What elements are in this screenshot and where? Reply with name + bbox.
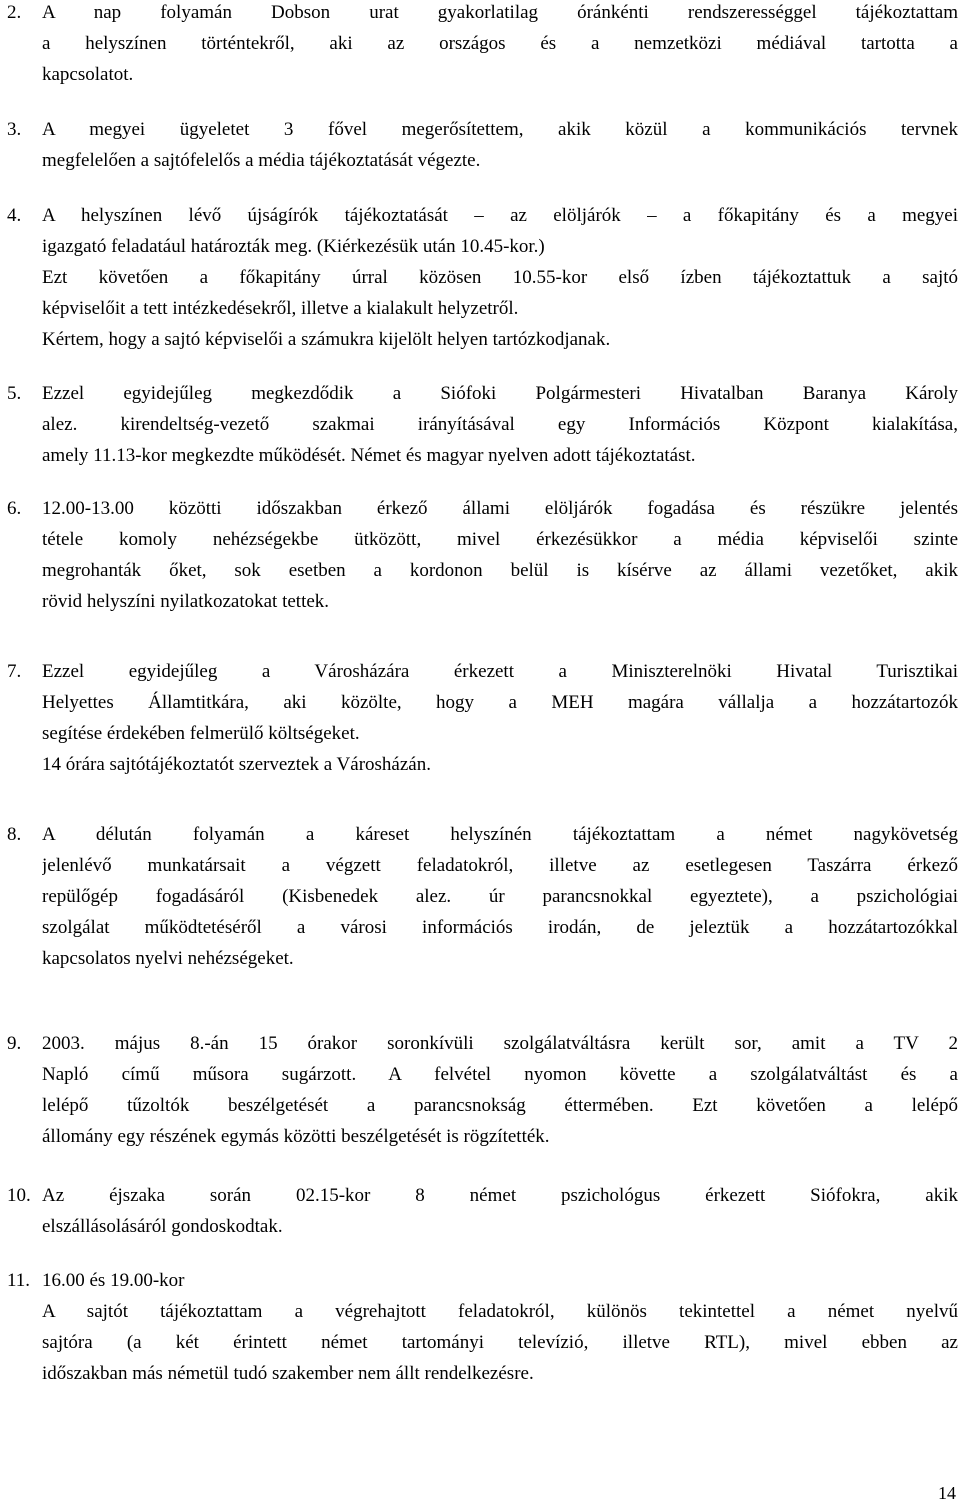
text-line: Ezzel egyidejűleg megkezdődik a Siófoki Polgármesteri Hivatalban Baranya Károly [42, 383, 958, 404]
item-text [42, 1180, 958, 1242]
text-line: jelenlévő munkatársait a végzett feladatokról, illetve az esetlegesen Taszárra érkező [42, 855, 958, 876]
text-line: állomány egy részének egymás közötti beszélgetését is rögzítették. [42, 1126, 550, 1147]
item-number: 11. [7, 1270, 31, 1291]
item-number: 2. [7, 2, 22, 23]
item-text [42, 0, 958, 90]
text-line: A helyszínen lévő újságírók tájékoztatását – az elöljárók – a főkapitány és a megyei [42, 205, 958, 226]
text-line: 14 órára sajtótájékoztatót szerveztek a Városházán. [42, 754, 431, 775]
text-line: megfelelően a sajtófelelős a média tájékoztatását végezte. [42, 150, 481, 171]
text-line: Ezzel egyidejűleg a Városházára érkezett a Miniszterelnöki Hivatal Turisztikai [42, 661, 958, 682]
item-number: 4. [7, 205, 22, 226]
item-text [42, 378, 958, 471]
item-number: 5. [7, 383, 22, 404]
text-line: Napló című műsora sugárzott. A felvétel nyomon követte a szolgálatváltást és a [42, 1064, 958, 1085]
text-line: Kértem, hogy a sajtó képviselői a számukra kijelölt helyen tartózkodjanak. [42, 329, 611, 350]
item-text [42, 656, 958, 780]
text-line: Ezt követően a főkapitány úrral közösen 10.55-kor első ízben tájékoztattuk a sajtó [42, 267, 958, 288]
item-text [42, 1265, 958, 1389]
text-line: segítése érdekében felmerülő költségeket. [42, 723, 360, 744]
text-line: repülőgép fogadásáról (Kisbenedek alez. úr parancsnokkal egyeztete), a pszichológiai [42, 886, 958, 907]
item-text [42, 114, 958, 176]
text-line: 2003. május 8.-án 15 órakor soronkívüli szolgálatváltásra került sor, amit a TV 2 [42, 1033, 958, 1054]
text-line: A sajtót tájékoztattam a végrehajtott feladatokról, különös tekintettel a német nyelvű [42, 1301, 958, 1322]
item-text [42, 819, 958, 974]
text-line: Helyettes Államtitkára, aki közölte, hogy a MEH magára vállalja a hozzátartozók [42, 692, 958, 713]
text-line: megrohanták őket, sok esetben a kordonon belül is kísérve az állami vezetőket, akik [42, 560, 958, 581]
text-line: kapcsolatot. [42, 64, 134, 85]
text-line: A megyei ügyeletet 3 fővel megerősítettem, akik közül a kommunikációs tervnek [42, 119, 958, 140]
item-number: 8. [7, 824, 22, 845]
text-line: A nap folyamán Dobson urat gyakorlatilag óránkénti rendszerességgel tájékoztattam [42, 2, 958, 23]
item-text [42, 1028, 958, 1152]
text-line: A délután folyamán a káreset helyszínén tájékoztattam a német nagykövetség [42, 824, 958, 845]
page-number: 14 [938, 1483, 956, 1503]
item-number: 6. [7, 498, 22, 519]
item-number: 7. [7, 661, 22, 682]
text-line: 12.00-13.00 közötti időszakban érkező állami elöljárók fogadása és részükre jelentés [42, 498, 958, 519]
text-line: elszállásolásáról gondoskodtak. [42, 1216, 283, 1237]
item-number: 10. [7, 1185, 31, 1206]
text-line: szolgálat működtetéséről a városi információs irodán, de jeleztük a hozzátartozókkal [42, 917, 958, 938]
text-line: igazgató feladatául határozták meg. (Kiérkezésük után 10.45-kor.) [42, 236, 545, 257]
text-line: tétele komoly nehézségekbe ütközött, mivel érkezésükkor a média képviselői szinte [42, 529, 958, 550]
text-line: Az éjszaka során 02.15-kor 8 német pszichológus érkezett Siófokra, akik [42, 1185, 958, 1206]
item-number: 3. [7, 119, 22, 140]
text-line: lelépő tűzoltók beszélgetését a parancsnokság éttermében. Ezt követően a lelépő [42, 1095, 958, 1116]
text-line: amely 11.13-kor megkezdte működését. Német és magyar nyelven adott tájékoztatást. [42, 445, 696, 466]
text-line: sajtóra (a két érintett német tartományi televízió, illetve RTL), mivel ebben az [42, 1332, 958, 1353]
item-text [42, 493, 958, 617]
text-line: időszakban más németül tudó szakember nem állt rendelkezésre. [42, 1363, 534, 1384]
text-line: kapcsolatos nyelvi nehézségeket. [42, 948, 294, 969]
item-text [42, 200, 958, 355]
text-line: 16.00 és 19.00-kor [42, 1270, 185, 1291]
text-line: rövid helyszíni nyilatkozatokat tettek. [42, 591, 330, 612]
text-line: alez. kirendeltség-vezető szakmai irányításával egy Információs Központ kialakítása, [42, 414, 958, 435]
item-number: 9. [7, 1033, 22, 1054]
text-line: a helyszínen történtekről, aki az országos és a nemzetközi médiával tartotta a [42, 33, 958, 54]
text-line: képviselőit a tett intézkedésekről, illetve a kialakult helyzetről. [42, 298, 519, 319]
